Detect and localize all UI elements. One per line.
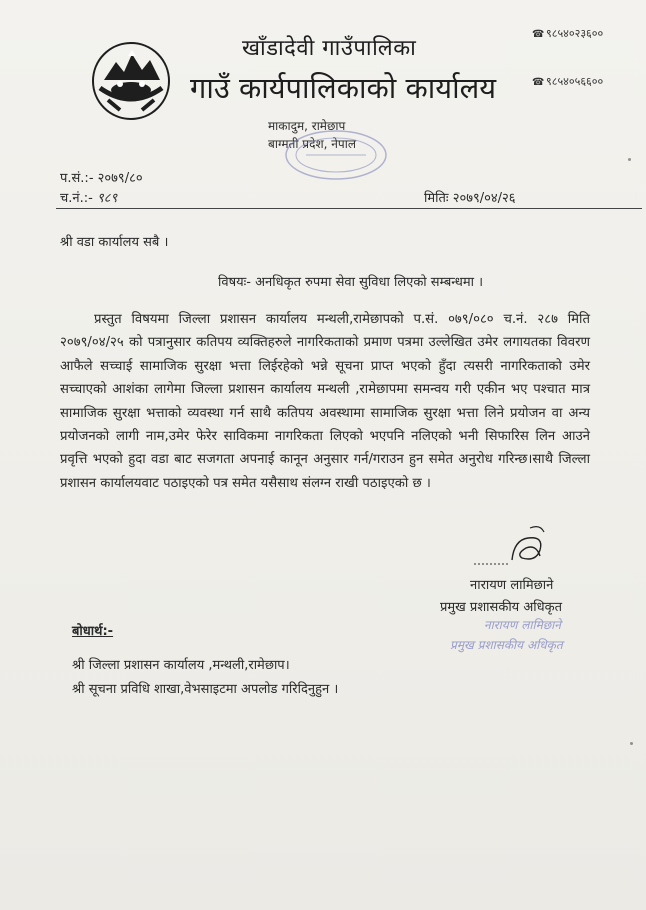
cc-heading: बोधार्थ:- <box>72 624 114 639</box>
phone-1: ☎ ९८५४०२३६०० <box>532 27 604 40</box>
paper-speck <box>628 158 631 161</box>
cc-item: श्री जिल्ला प्रशासन कार्यालय ,मन्थली,रामेछाप। <box>72 658 290 673</box>
nepal-emblem-icon <box>90 40 172 122</box>
letter-date: मितिः २०७९/०४/२६ <box>424 191 516 206</box>
header-divider <box>56 208 642 209</box>
signatory-stamp-name: नारायण लामिछाने <box>484 618 561 632</box>
phone-2: ☎ ९८५४०५६६०० <box>532 75 604 88</box>
phone-icon: ☎ <box>532 77 545 88</box>
phone-icon: ☎ <box>532 29 545 40</box>
signatory-stamp-title: प्रमुख प्रशासकीय अधिकृत <box>450 638 563 652</box>
office-stamp-icon <box>282 128 390 182</box>
reference-number: प.सं.:- २०७९/८० <box>60 171 143 186</box>
office-name: खाँडादेवी गाउँपालिका <box>242 36 417 61</box>
recipient: श्री वडा कार्यालय सबै । <box>60 235 169 250</box>
signatory-title: प्रमुख प्रशासकीय अधिकृत <box>440 600 563 615</box>
cc-item: श्री सूचना प्रविधि शाखा,वेभसाइटमा अपलोड गरिदिनुहुन । <box>72 682 339 697</box>
letter-body: प्रस्तुत विषयमा जिल्ला प्रशासन कार्यालय मन्थली,रामेछापको प.सं. ०७९/०८० च.नं. २८७ मिति २०७९/०४/२५ को पत्रानुसार कतिपय व्यक्तिहरुले नागरिकताको प्रमाण पत्रमा उल्लेखित उमेर लगायतका विवरण आफैले सच्चाई सामाजिक सुरक्षा भत्ता लिईरहेको भन्ने सूचना प्राप्त भएको हुँदा त्यसरी नागरिकताको उमेर सच्चाएको आशंका लागेमा जिल्ला प्रशासन कार्यालय मन्थली ,रामेछापमा समन्वय गरी एकीन भए पश्चात मात्र सामाजिक सुरक्षा भत्ताको व्यवस्था गर्न साथै कतिपय अवस्थामा सामाजिक सुरक्षा भत्ता लिने प्रयोजन वा अन्य प्रयोजनको लागी नाम,उमेर फेरेर साविकमा नागरिकता लिएको भएपनि नलिएको भनी सिफारिस लिन आउने प्रवृत्ति भएको हुदा वडा बाट सजगता अपनाई कानून अनुसार गर्न/गराउन हुन समेत अनुरोध गरिन्छ।साथै जिल्ला प्रशासन कार्यालयवाट पठाइएको पत्र समेत यसैसाथ संलग्न राखी पठाइएको छ । <box>60 312 590 491</box>
address-line-2: बाग्मती प्रदेश, नेपाल <box>268 137 356 151</box>
dispatch-number: च.नं.:- ९८९ <box>60 191 118 206</box>
address-line-1: माकादुम, रामेछाप <box>268 119 346 133</box>
signatory-name: नारायण लामिछाने <box>470 578 554 593</box>
subject-line: विषयः- अनधिकृत रुपमा सेवा सुविधा लिएको सम्बन्धमा । <box>218 275 484 290</box>
paper-speck <box>630 742 633 745</box>
office-title: गाउँ कार्यपालिकाको कार्यालय <box>190 71 497 105</box>
signature-icon <box>470 520 570 570</box>
